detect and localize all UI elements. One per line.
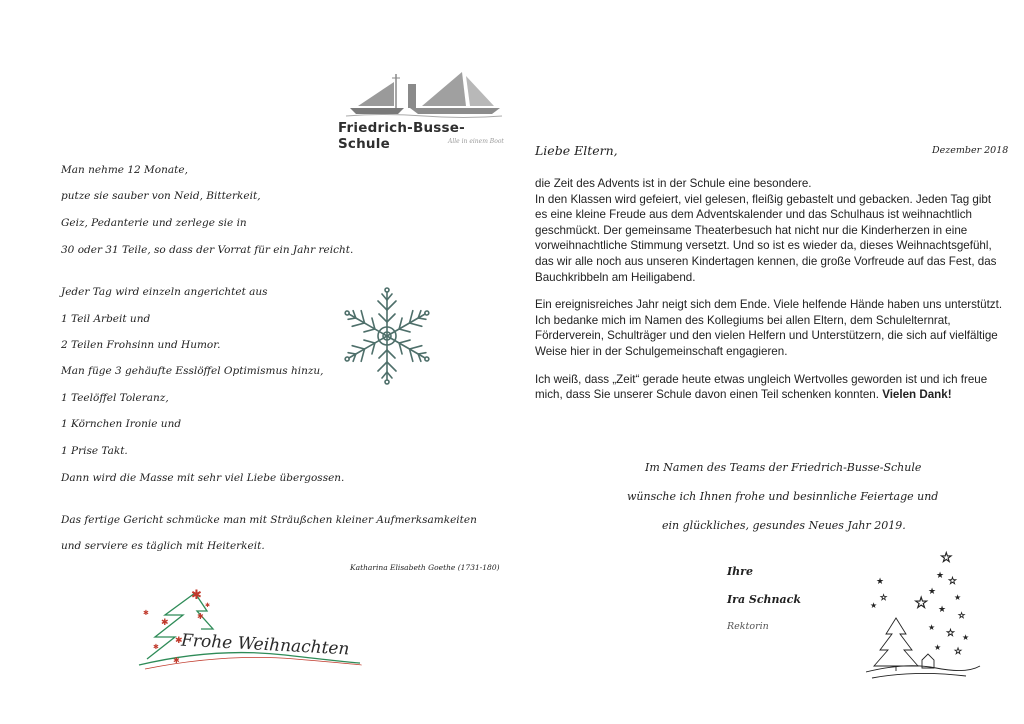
poem-line: und serviere es täglich mit Heiterkeit. xyxy=(61,540,265,552)
svg-text:☆: ☆ xyxy=(954,647,963,657)
school-logo xyxy=(338,70,508,150)
svg-text:✱: ✱ xyxy=(153,643,159,651)
poem-line: Man nehme 12 Monate, xyxy=(61,164,188,176)
svg-text:★: ★ xyxy=(870,601,878,610)
signer-role: Rektorin xyxy=(727,621,769,632)
poem-line: Jeder Tag wird einzeln angerichtet aus xyxy=(61,286,268,298)
poem-line: 1 Teil Arbeit und xyxy=(61,313,151,325)
greeting-text: Frohe Weihnachten xyxy=(180,630,350,660)
closing-line: ein glückliches, gesundes Neues Jahr 2019. xyxy=(662,519,906,532)
svg-text:★: ★ xyxy=(876,577,885,587)
poem-line: Das fertige Gericht schmücke man mit Sträußchen kleiner Aufmerksamkeiten xyxy=(61,514,477,526)
poem-line: putze sie sauber von Neid, Bitterkeit, xyxy=(61,190,261,202)
poem-attribution: Katharina Elisabeth Goethe (1731-180) xyxy=(350,563,500,572)
svg-text:✱: ✱ xyxy=(161,618,169,628)
poem-line: 30 oder 31 Teile, so dass der Vorrat für ein Jahr reicht. xyxy=(61,244,354,256)
letter-body xyxy=(535,176,1005,415)
closing-line: wünsche ich Ihnen frohe und besinnliche Feiertage und xyxy=(627,490,939,503)
frohe-weihnachten-greeting xyxy=(135,585,365,675)
letter-salutation: Liebe Eltern, xyxy=(535,143,618,158)
letter-paragraph-text: Ich weiß, dass „Zeit“ gerade heute etwas ungleich Wertvolles geworden ist und ich freue mich, dass Sie unserer Schule davon einen Teil schenken konnten. xyxy=(535,372,988,402)
svg-text:☆: ☆ xyxy=(946,628,955,639)
sailing-boats-logo-icon xyxy=(344,70,504,118)
svg-text:☆: ☆ xyxy=(880,593,888,602)
svg-text:✱: ✱ xyxy=(191,588,202,603)
poem-line: 2 Teilen Frohsinn und Humor. xyxy=(61,339,221,351)
signer-name: Ira Schnack xyxy=(727,593,801,606)
svg-text:✱: ✱ xyxy=(143,609,149,617)
winter-tree-stars-icon xyxy=(866,550,981,685)
svg-text:☆: ☆ xyxy=(914,593,929,612)
letter-paragraph: die Zeit des Advents ist in der Schule eine besondere. In den Klassen wird gefeiert, viel gelesen, fleißig gebastelt und gebacken. Jeden Tag gibt es eine kleine Freude aus dem Adventskalender und das Schulhaus ist weihnachtlich geschmückt. Der gemeinsame Theaterbesuch hat nicht nur die Kinderherzen in eine vorweihnachtliche Stimmung versetzt. Und so ist es wieder da, dieses Weihnachtsgefühl, das wir alle noch aus unseren Kindertagen kennen, die große Vorfreude auf das Fest, das Bauchkribbeln am Heiligabend. xyxy=(535,177,997,284)
svg-text:★: ★ xyxy=(938,605,947,615)
poem-line: 1 Teelöffel Toleranz, xyxy=(61,392,169,404)
svg-text:★: ★ xyxy=(954,593,962,602)
closing-line: Im Namen des Teams der Friedrich-Busse-Schule xyxy=(645,461,922,474)
letter-paragraph: Ein ereignisreiches Jahr neigt sich dem Ende. Viele helfende Hände haben uns unterstützt. Ich bedanke mich im Namen des Kollegiums bei allen Eltern, dem Schulelternrat, Förderverein, Schulträger und den vielen Helfern und Unterstützern, die sich auf vielfältige Weise hier in der Schulgemeinschaft engagieren. xyxy=(535,298,1003,358)
svg-text:✱: ✱ xyxy=(175,636,183,646)
regards-text: Ihre xyxy=(727,565,753,578)
svg-text:☆: ☆ xyxy=(948,576,957,587)
svg-text:✱: ✱ xyxy=(173,656,180,665)
letter-date: Dezember 2018 xyxy=(932,145,1009,156)
school-tagline: Alle in einem Boot xyxy=(448,138,504,145)
svg-text:★: ★ xyxy=(934,643,942,652)
svg-text:★: ★ xyxy=(962,633,970,642)
poem-line: Man füge 3 gehäufte Esslöffel Optimismus hinzu, xyxy=(61,365,324,377)
poem-line: 1 Prise Takt. xyxy=(61,445,128,457)
star-tree-icon xyxy=(135,585,365,675)
poem-line: 1 Körnchen Ironie und xyxy=(61,418,182,430)
poem-line: Geiz, Pedanterie und zerlege sie in xyxy=(61,217,247,229)
svg-text:☆: ☆ xyxy=(940,550,953,566)
svg-text:✱: ✱ xyxy=(197,612,204,621)
svg-text:★: ★ xyxy=(928,587,937,597)
svg-text:✱: ✱ xyxy=(205,602,211,609)
thanks-text: Vielen Dank! xyxy=(882,388,952,402)
poem-line: Dann wird die Masse mit sehr viel Liebe übergossen. xyxy=(61,472,345,484)
svg-text:★: ★ xyxy=(928,623,936,632)
school-name: Friedrich-Busse-Schule xyxy=(338,120,465,152)
letter-paragraph-closing xyxy=(535,372,1005,403)
svg-text:★: ★ xyxy=(936,571,945,581)
svg-text:☆: ☆ xyxy=(958,611,966,620)
snowflake-icon xyxy=(331,286,443,386)
